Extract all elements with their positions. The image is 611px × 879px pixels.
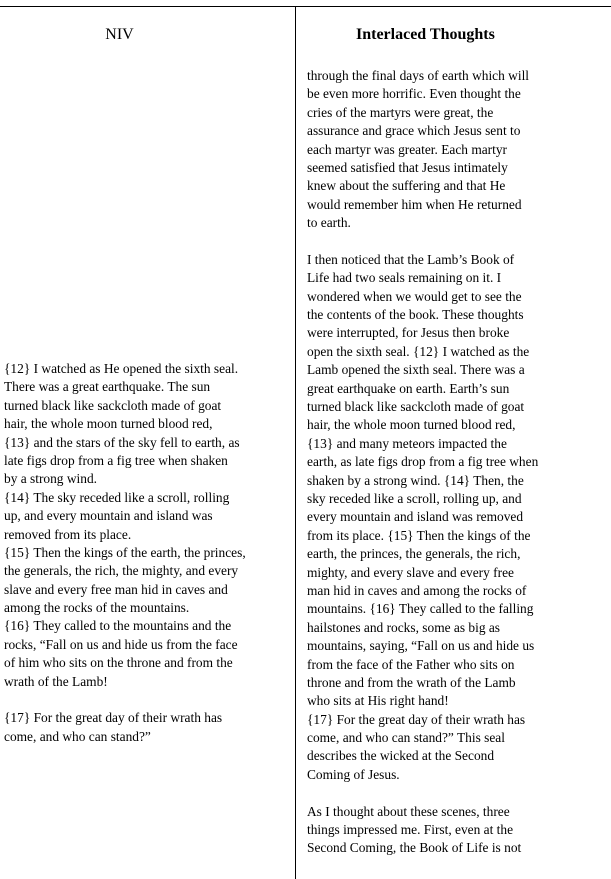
niv-text-line: among the rocks of the mountains.	[4, 600, 190, 616]
interlaced-text-line	[307, 784, 607, 802]
interlaced-text-column	[307, 67, 607, 858]
interlaced-text-line: earth, the princes, the generals, the rich,	[307, 546, 521, 562]
interlaced-text-line: from its place. {15} Then the kings of the	[307, 527, 531, 543]
interlaced-text-line: Second Coming, the Book of Life is not	[307, 840, 522, 856]
header-niv	[0, 25, 295, 45]
niv-text-column	[4, 360, 294, 746]
interlaced-text-line: come, and who can stand?” This seal	[307, 730, 505, 746]
niv-text-line: by a strong wind.	[4, 471, 97, 487]
niv-text-line: {16} They called to the mountains and the	[4, 618, 232, 634]
interlaced-text-line: open the sixth seal. {12} I watched as the	[307, 343, 530, 359]
interlaced-text-line: Lamb opened the sixth seal. There was a	[307, 362, 525, 378]
interlaced-text-line: knew about the suffering and that He	[307, 178, 506, 194]
interlaced-text-line	[307, 233, 607, 251]
niv-text-line: the generals, the rich, the mighty, and every	[4, 563, 239, 579]
header-niv-label: NIV	[105, 26, 134, 43]
interlaced-text-line: were interrupted, for Jesus then broke	[307, 325, 510, 341]
interlaced-text-line: man hid in caves and among the rocks of	[307, 582, 527, 598]
interlaced-text-line: each martyr was greater. Each martyr	[307, 141, 508, 157]
interlaced-text-line: Life had two seals remaining on it. I	[307, 270, 502, 286]
interlaced-text-line: things impressed me. First, even at the	[307, 822, 514, 838]
niv-text-line: {15} Then the kings of the earth, the princes,	[4, 544, 246, 560]
interlaced-text-line: through the final days of earth which will	[307, 68, 530, 83]
interlaced-text-line: assurance and grace which Jesus sent to	[307, 123, 521, 139]
interlaced-text-line: sky receded like a scroll, rolling up, and	[307, 490, 522, 506]
interlaced-text-line: the contents of the book. These thoughts	[307, 307, 524, 323]
niv-text-line: hair, the whole moon turned blood red,	[4, 416, 213, 432]
interlaced-text-line: turned black like sackcloth made of goat	[307, 399, 525, 415]
niv-text-line: wrath of the Lamb!	[4, 673, 108, 689]
interlaced-text-line: seemed satisfied that Jesus intimately	[307, 159, 508, 175]
interlaced-text-line: describes the wicked at the Second	[307, 748, 495, 764]
interlaced-text-line: to earth.	[307, 215, 351, 231]
interlaced-text-line: every mountain and island was removed	[307, 509, 524, 525]
interlaced-text-line: {17} For the great day of their wrath has	[307, 711, 526, 727]
interlaced-text-line: who sits at His right hand!	[307, 693, 449, 709]
interlaced-text-line: {13} and many meteors impacted the	[307, 435, 507, 451]
niv-text-line: up, and every mountain and island was	[4, 508, 213, 524]
niv-text-line: {14} The sky receded like a scroll, rolling	[4, 489, 230, 505]
niv-text-line: slave and every free man hid in caves and	[4, 581, 228, 597]
interlaced-text-line: mountains. {16} They called to the falling	[307, 601, 534, 617]
interlaced-text-line: great earthquake on earth. Earth’s sun	[307, 380, 510, 396]
interlaced-text-line: from the face of the Father who sits on	[307, 656, 515, 672]
niv-text-line: {12} I watched as He opened the sixth seal.	[4, 361, 239, 376]
interlaced-text-line: I then noticed that the Lamb’s Book of	[307, 251, 515, 267]
interlaced-text-line: mountains, saying, “Fall on us and hide us	[307, 638, 535, 654]
interlaced-text-line: hailstones and rocks, some as big as	[307, 619, 501, 635]
niv-text-line: turned black like sackcloth made of goat	[4, 397, 222, 413]
header-interlaced-thoughts: Interlaced Thoughts	[356, 26, 495, 43]
niv-text-line: {17} For the great day of their wrath has	[4, 710, 223, 726]
niv-text-line: come, and who can stand?”	[4, 728, 151, 744]
interlaced-text-line: earth, as late figs drop from a fig tree when	[307, 454, 539, 470]
top-rule	[0, 6, 611, 7]
column-divider	[295, 6, 296, 879]
interlaced-text-line: As I thought about these scenes, three	[307, 803, 510, 819]
interlaced-text-line: throne and from the wrath of the Lamb	[307, 674, 516, 690]
niv-text-line: There was a great earthquake. The sun	[4, 379, 211, 395]
interlaced-text-line: cries of the martyrs were great, the	[307, 104, 494, 120]
niv-text-line: rocks, “Fall on us and hide us from the face	[4, 636, 238, 652]
interlaced-text-line: mighty, and every slave and every free	[307, 564, 514, 580]
interlaced-text-line: wondered when we would get to see the	[307, 288, 522, 304]
interlaced-text-line: shaken by a strong wind. {14} Then, the	[307, 472, 524, 488]
interlaced-text-line: hair, the whole moon turned blood red,	[307, 417, 516, 433]
interlaced-text-line: would remember him when He returned	[307, 196, 522, 212]
niv-text-line: removed from its place.	[4, 526, 132, 542]
niv-text-line: late figs drop from a fig tree when shaken	[4, 452, 228, 468]
niv-text-line	[4, 691, 294, 709]
niv-text-line: of him who sits on the throne and from the	[4, 655, 233, 671]
interlaced-text-line: Coming of Jesus.	[307, 766, 400, 782]
niv-text-line: {13} and the stars of the sky fell to earth, as	[4, 434, 240, 450]
interlaced-text-line: be even more horrific. Even thought the	[307, 86, 521, 102]
